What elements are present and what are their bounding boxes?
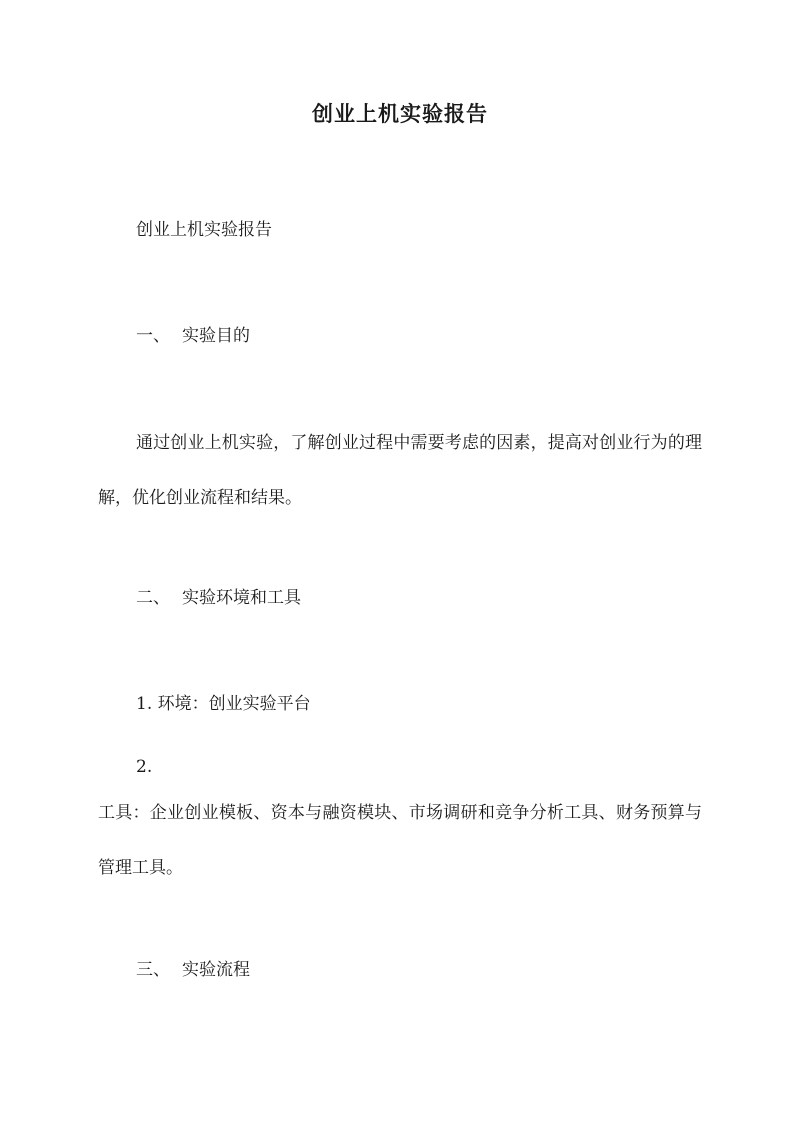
list-item-environment: 1. 环境：创业实验平台 <box>136 694 311 714</box>
section-number: 三、 <box>136 960 170 980</box>
section-number: 二、 <box>136 588 170 608</box>
section-heading-text: 实验目的 <box>182 326 250 346</box>
section-heading-3 <box>136 952 746 988</box>
list-item-tools: 工具：企业创业模板、资本与融资模块、市场调研和竞争分析工具、财务预算与管理工具。 <box>98 803 702 878</box>
section-number: 一、 <box>136 326 170 346</box>
section-heading-text: 实验流程 <box>182 960 250 980</box>
document-subtitle: 创业上机实验报告 <box>136 220 272 240</box>
list-item-number: 2. <box>136 757 153 777</box>
document-title: 创业上机实验报告 <box>312 101 488 126</box>
section-1-paragraph: 通过创业上机实验，了解创业过程中需要考虑的因素，提高对创业行为的理解，优化创业流程和结果。 <box>98 433 702 508</box>
section-heading-2 <box>136 580 746 616</box>
section-heading-text: 实验环境和工具 <box>182 588 301 608</box>
section-heading-1 <box>136 318 746 354</box>
